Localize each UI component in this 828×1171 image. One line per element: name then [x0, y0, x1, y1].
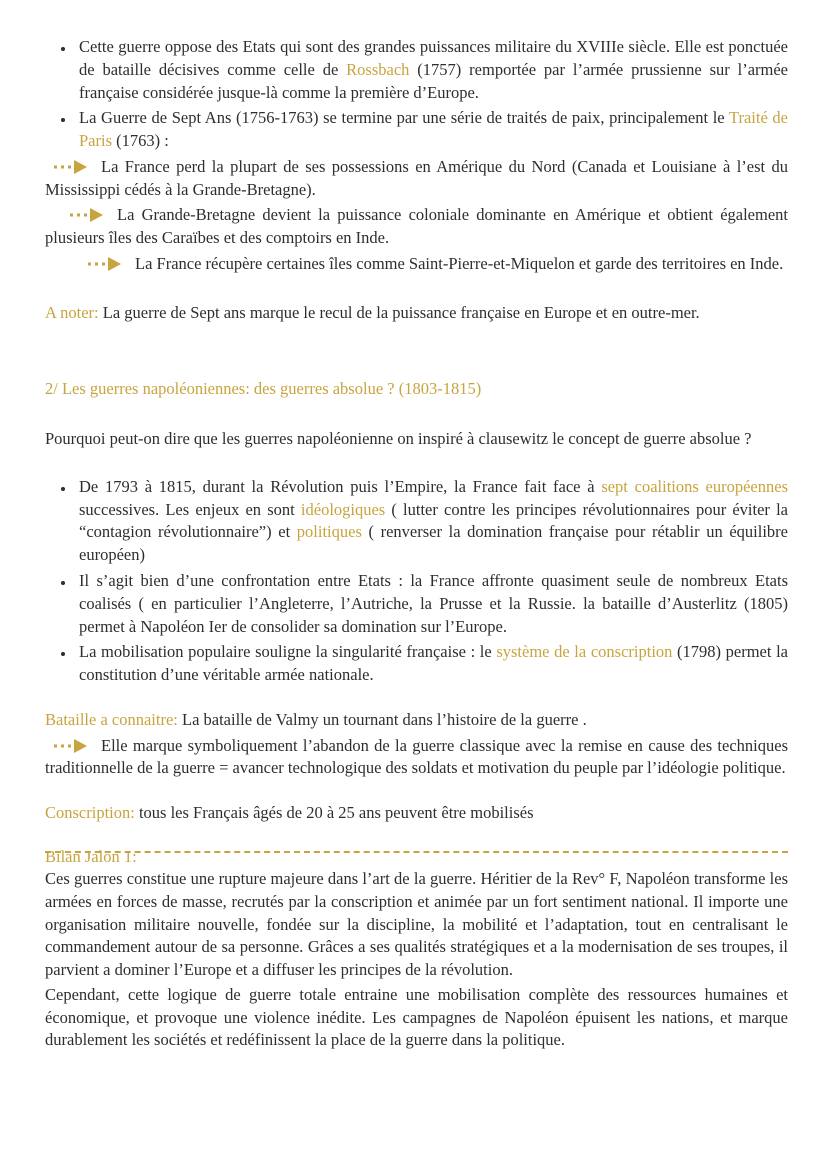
arrow-text: La Grande-Bretagne devient la puissance coloniale dominante en Amérique et obtient également plusieurs îles des Caraïbes et des comptoirs en Inde. [45, 205, 788, 248]
bataille-line [45, 709, 788, 732]
section2-bullet-list [45, 476, 788, 687]
list-item [75, 570, 788, 638]
bullet-text: La Guerre de Sept Ans (1756-1763) se termine par une série de traités de paix, principalement le [79, 108, 729, 128]
arrow-item [45, 253, 788, 276]
conscription-label: Conscription: [45, 803, 135, 823]
intro-question: Pourquoi peut-on dire que les guerres napoléonienne on inspiré à clausewitz le concept de guerre absolue ? [45, 429, 752, 449]
highlight-politiques: politiques [296, 522, 362, 542]
bullet-text: (1798) permet la constitution d’une véritable armée nationale. [79, 642, 788, 685]
arrow-item [45, 156, 788, 202]
bullet-text: (1763) : [112, 131, 169, 151]
bilan-paragraph: Cependant, cette logique de guerre totale entraine une mobilisation complète des ressources humaines et économique, et provoque une violence inédite. Les campagnes de Napoléon épuisent les nations, et marque durablement les sociétés et redéfinissent la place de la guerre dans la politique. [45, 984, 788, 1050]
note-text: La guerre de Sept ans marque le recul de la puissance française en Europe et en outre-mer. [98, 302, 700, 322]
arrow-text: La France récupère certaines îles comme Saint-Pierre-et-Miquelon et garde des territoires en Inde. [135, 253, 784, 273]
list-item [75, 476, 788, 567]
bullet-text: De 1793 à 1815, durant la Révolution puis l’Empire, la France fait face à [79, 476, 602, 496]
dashed-arrow-icon [87, 255, 123, 271]
bullet-text: ( lutter contre les principes révolutionnaires pour éviter la “contagion révolutionnaire”) et [79, 499, 788, 542]
highlight-ideologiques: idéologiques [300, 499, 386, 519]
dashed-arrow-icon [53, 158, 89, 174]
section1-bullet-list [45, 36, 788, 153]
bullet-text: ( renverser la domination française pour rétablir un équilibre européen) [79, 522, 788, 565]
bullet-text: successives. Les enjeux en sont [79, 499, 301, 519]
section-heading: 2/ Les guerres napoléoniennes: des guerres absolue ? (1803-1815) [45, 379, 482, 399]
bataille-text: La bataille de Valmy un tournant dans l’histoire de la guerre . [177, 709, 587, 729]
highlight-rossbach: Rossbach [346, 59, 410, 79]
bullet-text: Il s’agit bien d’une confrontation entre Etats : la France affronte quasiment seule de nombreux Etats coalisés ( en particulier l’Angleterre, l’Autriche, la Prusse et la Russie. la bataille d’Austerlitz (1805) permet à Napoléon Ier de consolider sa domination sur l’Europe. [79, 571, 788, 636]
dashed-arrow-icon [53, 737, 89, 753]
arrow-item [45, 204, 788, 250]
arrow-text: Elle marque symboliquement l’abandon de la guerre classique avec la remise en cause des techniques traditionnelle de la guerre = avancer technologique des soldats et motivation du peuple par l’idéologie politique. [45, 735, 788, 778]
dashed-arrow-icon [69, 206, 105, 222]
highlight-traite-de-paris: Traité de Paris [79, 108, 788, 151]
conscription-text: tous les Français âgés de 20 à 25 ans peuvent être mobilisés [134, 803, 534, 823]
bullet-text: Cette guerre oppose des Etats qui sont des grandes puissances militaire du XVIIIe siècle. Elle est ponctuée de bataille décisives comme celle de [79, 37, 788, 79]
note-line [45, 302, 788, 325]
list-item [75, 36, 788, 104]
bullet-text: (1757) remportée par l’armée prussienne sur l’armée française considérée jusque-là comme la première d’Europe. [79, 59, 788, 102]
note-label: A noter: [45, 302, 99, 322]
bataille-label: Bataille a connaitre: [45, 709, 178, 729]
conscription-line [45, 802, 788, 825]
arrow-text: La France perd la plupart de ses possessions en Amérique du Nord (Canada et Louisiane à l’est du Mississippi cédés à la Grande-Bretagne). [45, 156, 788, 199]
list-item [75, 107, 788, 153]
list-item [75, 641, 788, 687]
bilan-label: Bilan Jalon 1: [45, 846, 137, 866]
highlight-conscription-system: système de la conscription [496, 642, 673, 662]
arrow-item [45, 735, 788, 781]
bilan-paragraph: Ces guerres constitue une rupture majeure dans l’art de la guerre. Héritier de la Rev° F, Napoléon transforme les armées en forces de masse, recrutés par la conscription et animée par un fort sentiment national. Il importe une organisation militaire nouvelle, fondée sur la discipline, la mobilité et l’adaptation, tout en centralisant le commandement autour de sa personne. Grâces a ses qualités stratégiques et a la modernisation de ses troupes, il parvient a dominer l’Europe et a diffuser les principes de la révolution. [45, 869, 788, 980]
bullet-text: La mobilisation populaire souligne la singularité française : le [79, 642, 497, 662]
highlight-coalitions: sept coalitions européennes [601, 476, 788, 496]
